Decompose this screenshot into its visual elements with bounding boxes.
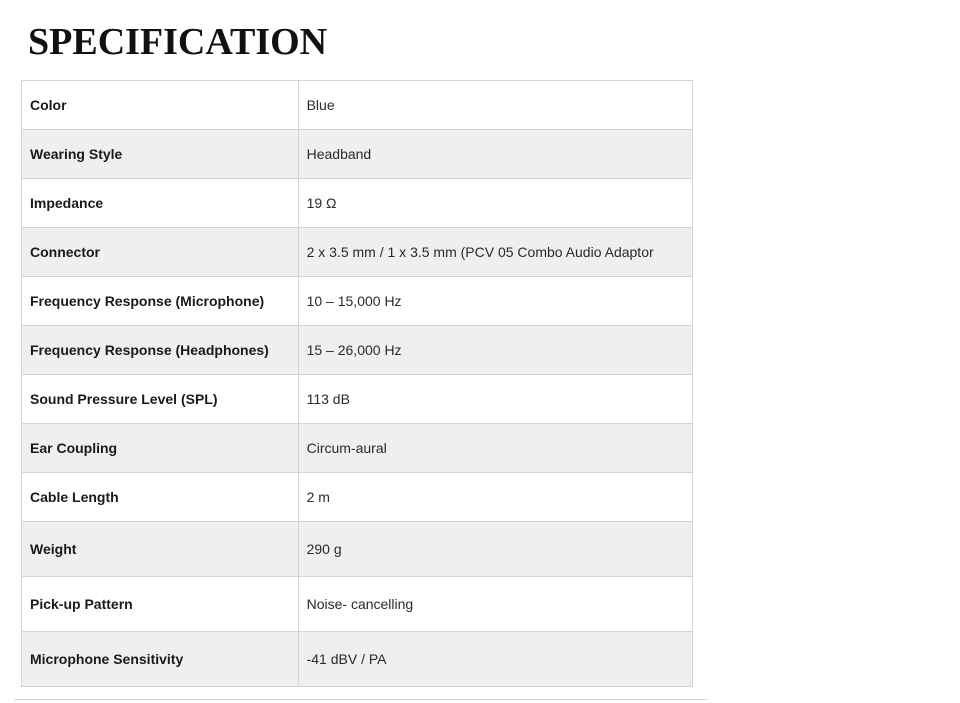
spec-label: Frequency Response (Headphones) <box>22 326 299 375</box>
spec-label: Weight <box>22 522 299 577</box>
spec-label: Connector <box>22 228 299 277</box>
table-row <box>22 577 693 632</box>
spec-label: Ear Coupling <box>22 424 299 473</box>
table-row <box>22 228 693 277</box>
spec-label: Frequency Response (Microphone) <box>22 277 299 326</box>
table-row <box>22 179 693 228</box>
spec-value: 113 dB <box>298 375 692 424</box>
spec-value: 10 – 15,000 Hz <box>298 277 692 326</box>
spec-value: 2 m <box>298 473 692 522</box>
spec-value: Circum-aural <box>298 424 692 473</box>
spec-label: Color <box>22 81 299 130</box>
table-row <box>22 130 693 179</box>
bottom-divider <box>14 699 707 700</box>
spec-value: 15 – 26,000 Hz <box>298 326 692 375</box>
spec-label: Wearing Style <box>22 130 299 179</box>
page-title: SPECIFICATION <box>28 21 328 63</box>
spec-value: Headband <box>298 130 692 179</box>
table-row <box>22 375 693 424</box>
table-row <box>22 424 693 473</box>
spec-label: Impedance <box>22 179 299 228</box>
table-row <box>22 326 693 375</box>
table-row <box>22 81 693 130</box>
spec-label: Microphone Sensitivity <box>22 632 299 687</box>
table-row <box>22 277 693 326</box>
table-row <box>22 473 693 522</box>
spec-value: Noise- cancelling <box>298 577 692 632</box>
spec-label: Pick-up Pattern <box>22 577 299 632</box>
spec-value: -41 dBV / PA <box>298 632 692 687</box>
table-row <box>22 522 693 577</box>
spec-label: Sound Pressure Level (SPL) <box>22 375 299 424</box>
table-row <box>22 632 693 687</box>
spec-value: Blue <box>298 81 692 130</box>
spec-label: Cable Length <box>22 473 299 522</box>
spec-value: 19 Ω <box>298 179 692 228</box>
spec-value: 290 g <box>298 522 692 577</box>
spec-value: 2 x 3.5 mm / 1 x 3.5 mm (PCV 05 Combo Audio Adaptor <box>298 228 692 277</box>
specification-table <box>21 80 693 687</box>
